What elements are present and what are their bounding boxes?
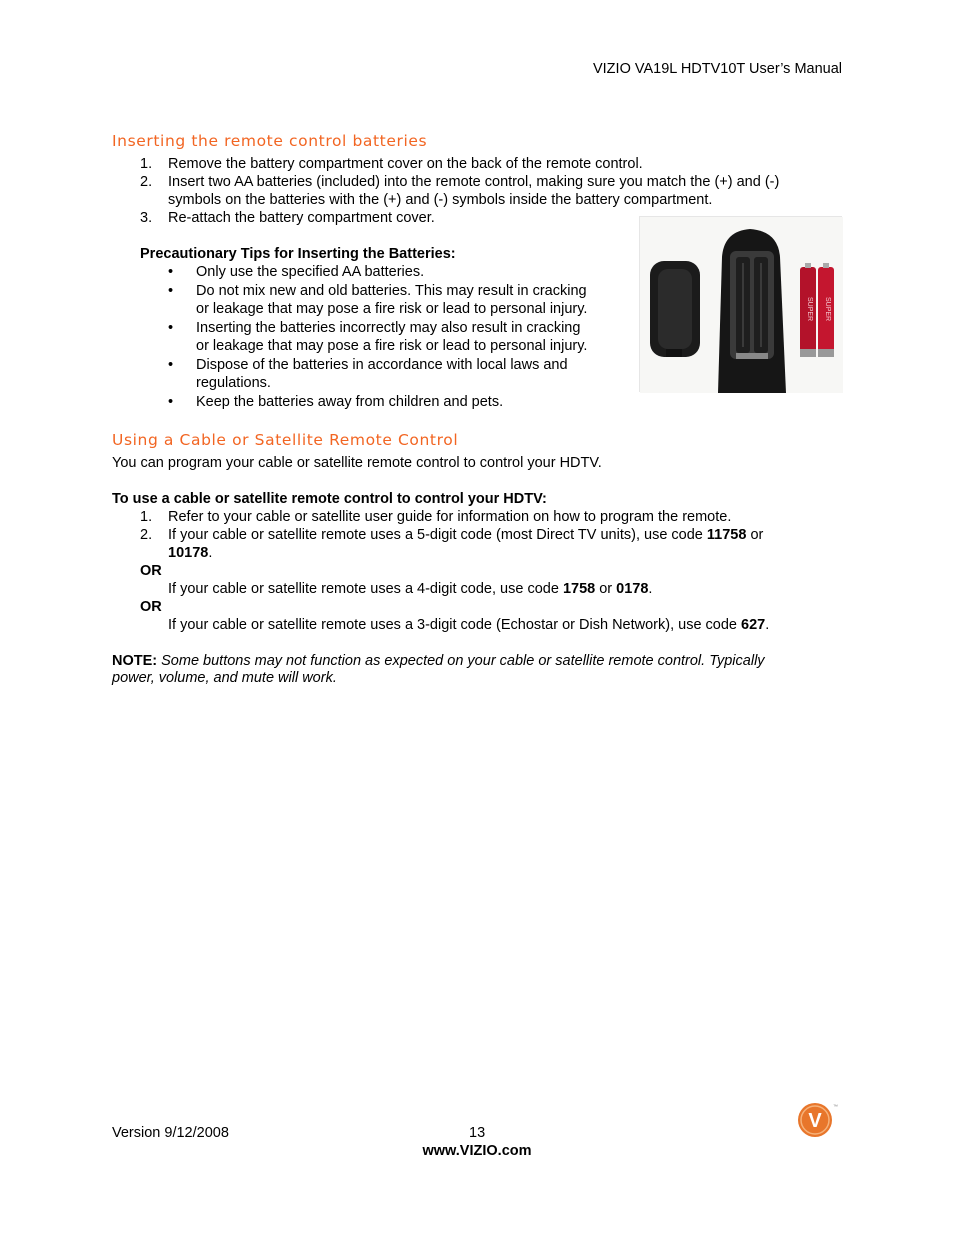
tip-text: or leakage that may pose a fire risk or lead to personal injury. — [196, 301, 588, 317]
code-3digit: 627 — [741, 617, 766, 633]
tip-text: regulations. — [196, 375, 271, 391]
step-text — [168, 544, 212, 562]
tip-text: Keep the batteries away from children and pets. — [196, 394, 504, 410]
section2-subheading: To use a cable or satellite remote control to control your HDTV: — [112, 491, 547, 507]
battery-cover-shape — [650, 261, 700, 357]
tip-text: or leakage that may pose a fire risk or lead to personal injury. — [196, 338, 588, 354]
tip-text: Dispose of the batteries in accordance with local laws and — [196, 357, 568, 373]
remote-batteries-photo — [639, 216, 842, 392]
footer-version: Version 9/12/2008 — [112, 1125, 229, 1141]
manual-header-title: VIZIO VA19L HDTV10T User’s Manual — [592, 61, 842, 77]
tip-text: Only use the specified AA batteries. — [196, 264, 425, 280]
alt-text-4digit — [168, 580, 652, 598]
footer-page-number: 13 — [469, 1125, 486, 1141]
period: . — [765, 617, 770, 633]
step-text: Refer to your cable or satellite user guide for information on how to program the remote. — [168, 509, 732, 525]
vizio-logo-icon — [797, 1102, 838, 1138]
bullet-icon: • — [168, 320, 174, 336]
bullet-icon: • — [168, 357, 174, 373]
battery-label: SUPER — [824, 297, 831, 322]
step-text-part: If your cable or satellite remote uses a 5-digit code (most Direct TV units), use code — [168, 527, 707, 543]
logo-letter: V — [808, 1110, 822, 1132]
code-4digit-alt: 0178 — [616, 581, 649, 597]
step-text: Re-attach the battery compartment cover. — [168, 210, 435, 226]
step-number: 3. — [140, 210, 153, 226]
note-text: Some buttons may not function as expected on your cable or satellite remote control. Typically — [157, 653, 765, 669]
remote-batteries-illustration — [640, 217, 843, 393]
logo-trademark: ™ — [833, 1104, 838, 1110]
step-number: 1. — [140, 509, 153, 525]
tip-text: Inserting the batteries incorrectly may also result in cracking — [196, 320, 581, 336]
alt-text-3digit — [168, 616, 769, 634]
step-number: 2. — [140, 174, 153, 190]
section-title-batteries: Inserting the remote control batteries — [112, 132, 428, 150]
bullet-icon: • — [168, 283, 174, 299]
step-text — [168, 526, 763, 544]
step-text: symbols on the batteries with the (+) and (-) symbols inside the battery compartment. — [168, 192, 713, 208]
tips-heading: Precautionary Tips for Inserting the Batteries: — [140, 246, 456, 262]
or-label: OR — [140, 599, 162, 615]
note-line-1 — [112, 652, 765, 670]
step-number: 2. — [140, 527, 153, 543]
or-label: OR — [140, 563, 162, 579]
alt-text-part: If your cable or satellite remote uses a 3-digit code (Echostar or Dish Network), use code — [168, 617, 742, 633]
code-5digit-alt: 10178 — [168, 545, 209, 561]
step-text: Insert two AA batteries (included) into the remote control, making sure you match the (+) and (-) — [168, 174, 780, 190]
note-line-2: power, volume, and mute will work. — [112, 670, 337, 686]
or-word: or — [746, 527, 764, 543]
note-label: NOTE: — [112, 653, 158, 669]
code-5digit-primary: 11758 — [706, 527, 747, 543]
battery-label: SUPER — [806, 297, 813, 322]
period: . — [208, 545, 213, 561]
tip-text: Do not mix new and old batteries. This may result in cracking — [196, 283, 587, 299]
remote-body-shape — [718, 229, 786, 393]
step-text: Remove the battery compartment cover on the back of the remote control. — [168, 156, 643, 172]
section-title-cable-remote: Using a Cable or Satellite Remote Control — [112, 431, 459, 449]
bullet-icon: • — [168, 264, 174, 280]
step-number: 1. — [140, 156, 153, 172]
footer-url-link[interactable]: www.VIZIO.com — [422, 1143, 532, 1159]
code-4digit-primary: 1758 — [562, 581, 596, 597]
alt-text-part: If your cable or satellite remote uses a 4-digit code, use code — [168, 581, 563, 597]
section2-intro: You can program your cable or satellite remote control to control your HDTV. — [112, 455, 602, 471]
or-word: or — [595, 581, 617, 597]
period: . — [648, 581, 653, 597]
bullet-icon: • — [168, 394, 174, 410]
